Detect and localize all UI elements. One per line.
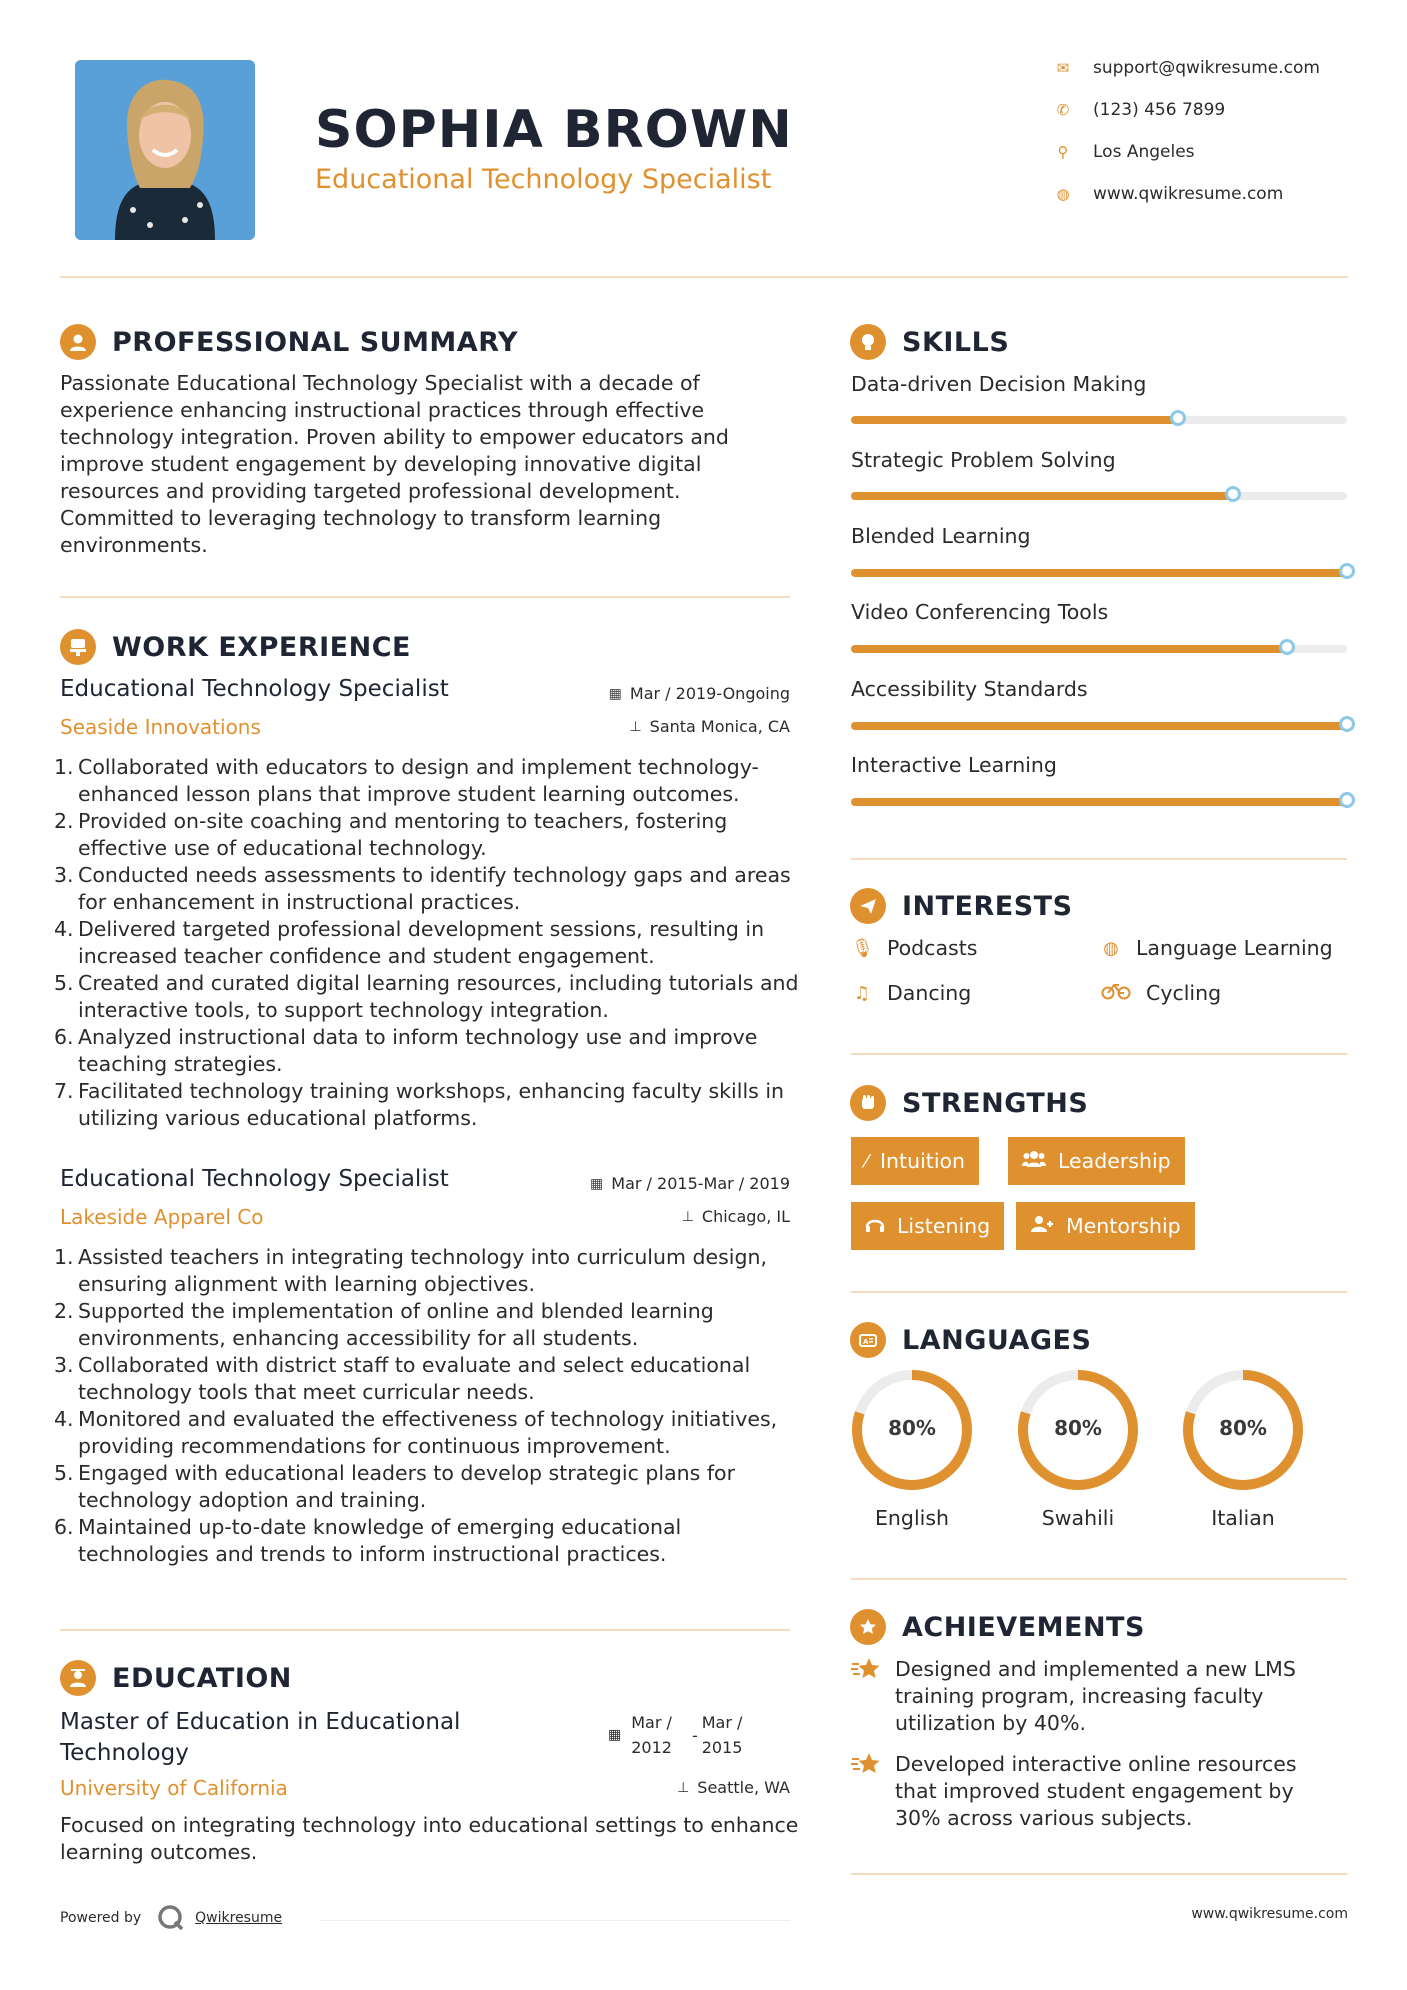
list-item: Engaged with educational leaders to develop strategic plans for technology adoption and training. (78, 1461, 736, 1512)
contact-website[interactable] (1055, 184, 1283, 204)
experience-heading (60, 629, 411, 665)
headphones-icon (865, 1215, 885, 1238)
strengths-heading (850, 1085, 1088, 1121)
degree (60, 1707, 460, 1769)
skill-bar-fill (851, 492, 1233, 500)
skills-heading (850, 324, 1009, 360)
list-item: Created and curated digital learning resources, including tutorials and interactive tools, to support technology integration. (78, 971, 799, 1022)
skill-bar-handle (1339, 563, 1355, 579)
contact-email-text: support@qwikresume.com (1093, 58, 1320, 78)
phone-icon: ✆ (1056, 101, 1070, 119)
contact-phone-text: (123) 456 7899 (1093, 100, 1226, 120)
user-icon (60, 324, 96, 360)
music-note-icon: ♫ (853, 982, 871, 1004)
interest-label: Podcasts (887, 936, 978, 960)
language-label: English (874, 1506, 950, 1530)
list-item: Conducted needs assessments to identify technology gaps and areas for enhancement in instructional practices. (78, 863, 791, 914)
skill-bar (851, 798, 1347, 806)
list-item: Collaborated with educators to design and implement technology-enhanced lesson plans that improve student learning outcomes. (78, 755, 759, 806)
list-item: Monitored and evaluated the effectiveness of technology initiatives, providing recommendations for continuous improvement. (78, 1407, 778, 1458)
strengths-heading-text: STRENGTHS (902, 1087, 1089, 1119)
divider (60, 596, 790, 598)
qwikresume-logo-icon (157, 1904, 185, 1932)
job-date-text: Mar / 2019-Ongoing (629, 684, 790, 703)
achievements-heading (850, 1609, 1145, 1645)
calendar-icon: ▦ (608, 1726, 622, 1743)
language-percent: 80% (1054, 1416, 1102, 1440)
date-start-month: Mar / (631, 1713, 672, 1732)
skill-bar-fill (851, 645, 1287, 653)
skill-label: Video Conferencing Tools (851, 600, 1109, 624)
date-end (702, 1710, 743, 1760)
achievement-line: training program, increasing faculty (895, 1684, 1264, 1708)
interest-label: Dancing (887, 981, 972, 1005)
achievement-item (851, 1656, 1296, 1737)
achievement-text (895, 1656, 1296, 1737)
summary-heading-text: PROFESSIONAL SUMMARY (112, 326, 519, 358)
interests-heading (850, 888, 1073, 924)
skill-bar-handle (1339, 792, 1355, 808)
skill-label: Accessibility Standards (851, 677, 1088, 701)
date-end-year: 2015 (701, 1738, 743, 1757)
candidate-title: Educational Technology Specialist (315, 164, 772, 195)
interest-item (851, 936, 977, 960)
strength-tag (851, 1202, 1004, 1250)
education-date (608, 1710, 742, 1760)
skill-bar-fill (851, 416, 1178, 424)
job-date (500, 684, 790, 703)
job-date-text: Mar / 2015-Mar / 2019 (611, 1174, 790, 1193)
pushpin-icon: ⊥ (677, 1779, 690, 1796)
skill-bar-fill (851, 798, 1347, 806)
languages-heading-text: LANGUAGES (902, 1324, 1092, 1356)
strength-label: Intuition (880, 1149, 966, 1173)
interest-label: Cycling (1146, 981, 1222, 1005)
education-heading (60, 1660, 292, 1696)
strength-tag (851, 1137, 979, 1185)
divider (851, 1291, 1347, 1293)
education-location (500, 1778, 790, 1797)
list-item: Facilitated technology training workshops, enhancing faculty skills in utilizing various educational platforms. (78, 1079, 785, 1130)
user-plus-icon (1030, 1215, 1054, 1238)
skill-label: Blended Learning (851, 524, 1031, 548)
degree-line: Master of Education in Educational (60, 1709, 461, 1735)
strength-tag (1016, 1202, 1195, 1250)
job-duties (60, 754, 818, 1132)
powered-by-text: Powered by (60, 1910, 142, 1926)
skill-bar-fill (851, 722, 1347, 730)
candidate-name: SOPHIA BROWN (315, 100, 793, 160)
calendar-icon: ▦ (608, 685, 622, 702)
divider (851, 1053, 1347, 1055)
skill-bar (851, 569, 1347, 577)
languages-heading (850, 1322, 1091, 1358)
star-icon (851, 1751, 895, 1832)
achievement-item (851, 1751, 1297, 1832)
avatar (75, 60, 255, 240)
list-item: Analyzed instructional data to inform technology use and improve teaching strategies. (78, 1025, 758, 1076)
pushpin-icon: ⊥ (629, 718, 642, 735)
footer-url[interactable]: www.qwikresume.com (1191, 1906, 1348, 1922)
list-item: Provided on-site coaching and mentoring to teachers, fostering effective use of educational technology. (78, 809, 728, 860)
skill-label: Data-driven Decision Making (851, 372, 1147, 396)
language-card-icon (850, 1322, 886, 1358)
skill-bar-handle (1339, 716, 1355, 732)
star-badge-icon (850, 1609, 886, 1645)
star-icon (851, 1656, 895, 1737)
job-location-text: Chicago, IL (701, 1207, 790, 1226)
skill-label: Strategic Problem Solving (851, 448, 1116, 472)
job-company: Seaside Innovations (60, 715, 261, 739)
fist-icon (850, 1085, 886, 1121)
skill-bar-handle (1170, 410, 1186, 426)
skill-bar (851, 645, 1347, 653)
divider (851, 1873, 1347, 1875)
degree-line: Technology (60, 1740, 189, 1766)
users-icon (1022, 1150, 1046, 1173)
job-location-text: Santa Monica, CA (649, 717, 790, 736)
job-title: Educational Technology Specialist (60, 676, 449, 702)
list-item: Delivered targeted professional development sessions, resulting in increased teacher confidence and student engagement. (78, 917, 765, 968)
education-location-text: Seattle, WA (697, 1778, 790, 1797)
contact-location-text: Los Angeles (1093, 142, 1195, 162)
summary-text: Passionate Educational Technology Specialist with a decade of experience enhancing instructional practices through effective technology integration. Proven ability to empower educators and improve student engagement by developing innovative digital resources and providing targeted professional development. Committed to leveraging technology to transform learning environments. (60, 371, 729, 557)
powered-by (60, 1904, 282, 1932)
divider (851, 858, 1347, 860)
strength-tag (1008, 1137, 1185, 1185)
magic-wand-icon: ⁄ (865, 1150, 869, 1172)
divider (60, 1629, 790, 1631)
education-text: Focused on integrating technology into educational settings to enhance learning outcomes. (60, 1813, 799, 1864)
bicycle-icon (1100, 982, 1132, 1005)
pushpin-icon: ⊥ (681, 1208, 694, 1225)
envelope-icon: ✉ (1056, 59, 1070, 77)
contact-location (1055, 142, 1195, 162)
achievement-line: utilization by 40%. (895, 1711, 1086, 1735)
interest-item (851, 981, 971, 1005)
date-end-month: Mar / (701, 1713, 743, 1732)
lightbulb-icon (850, 324, 886, 360)
contact-website-text: www.qwikresume.com (1093, 184, 1284, 204)
language-label: Italian (1211, 1506, 1275, 1530)
experience-heading-text: WORK EXPERIENCE (112, 631, 411, 663)
language-percent: 80% (888, 1416, 936, 1440)
skill-label: Interactive Learning (851, 753, 1057, 777)
strength-label: Listening (897, 1214, 991, 1238)
list-item: Collaborated with district staff to evaluate and select educational technology tools that meet curricular needs. (78, 1353, 751, 1404)
achievement-line: that improved student engagement by (895, 1779, 1294, 1803)
job-duties (60, 1244, 818, 1568)
summary-heading (60, 324, 518, 360)
language-ring (850, 1368, 974, 1492)
achievement-line: Developed interactive online resources (895, 1752, 1297, 1776)
briefcase-icon (60, 629, 96, 665)
list-item: Maintained up-to-date knowledge of emerging educational technologies and trends to inform instructional practices. (78, 1515, 682, 1566)
contact-email[interactable] (1055, 58, 1320, 78)
graduate-icon (60, 1660, 96, 1696)
skill-bar (851, 416, 1347, 424)
school: University of California (60, 1776, 288, 1800)
job-location (500, 717, 790, 736)
interests-heading-text: INTERESTS (902, 890, 1073, 922)
skills-heading-text: SKILLS (902, 326, 1010, 358)
location-pin-icon: ⚲ (1057, 143, 1069, 161)
microphone-icon: 🎙︎ (851, 937, 874, 959)
language-ring (1181, 1368, 1305, 1492)
interest-label: Language Learning (1136, 936, 1333, 960)
education-heading-text: EDUCATION (112, 1662, 292, 1694)
skill-bar-fill (851, 569, 1347, 577)
skill-bar (851, 492, 1347, 500)
profile-photo (75, 60, 255, 240)
svg-text:A: A (863, 1338, 869, 1346)
achievements-heading-text: ACHIEVEMENTS (902, 1611, 1145, 1643)
footer-divider (320, 1920, 790, 1921)
qwikresume-link[interactable]: Qwikresume (195, 1910, 283, 1926)
strength-label: Mentorship (1066, 1214, 1181, 1238)
list-item: Assisted teachers in integrating technology into curriculum design, ensuring alignment with learning objectives. (78, 1245, 768, 1296)
job-date (500, 1174, 790, 1193)
strength-label: Leadership (1058, 1149, 1171, 1173)
language-ring (1016, 1368, 1140, 1492)
achievement-line: 30% across various subjects. (895, 1806, 1193, 1830)
language-percent: 80% (1219, 1416, 1267, 1440)
list-item: Supported the implementation of online and blended learning environments, enhancing accessibility for all students. (78, 1299, 714, 1350)
achievement-text (895, 1751, 1297, 1832)
achievement-line: Designed and implemented a new LMS (895, 1657, 1296, 1681)
globe-icon: ◍ (1103, 937, 1119, 959)
language-label: Swahili (1041, 1506, 1115, 1530)
contact-phone[interactable] (1055, 100, 1225, 120)
date-start (631, 1710, 672, 1760)
interest-item (1100, 936, 1333, 960)
paper-plane-icon (850, 888, 886, 924)
calendar-icon: ▦ (590, 1175, 604, 1192)
skill-bar-handle (1225, 486, 1241, 502)
job-title: Educational Technology Specialist (60, 1166, 449, 1192)
skill-bar (851, 722, 1347, 730)
interest-item (1100, 981, 1221, 1005)
job-location (500, 1207, 790, 1226)
divider (851, 1578, 1347, 1580)
header-divider (60, 276, 1348, 278)
skill-bar-handle (1279, 639, 1295, 655)
globe-icon: ◍ (1056, 185, 1070, 203)
date-separator: - (691, 1725, 698, 1745)
job-company: Lakeside Apparel Co (60, 1205, 264, 1229)
date-start-year: 2012 (631, 1738, 672, 1757)
